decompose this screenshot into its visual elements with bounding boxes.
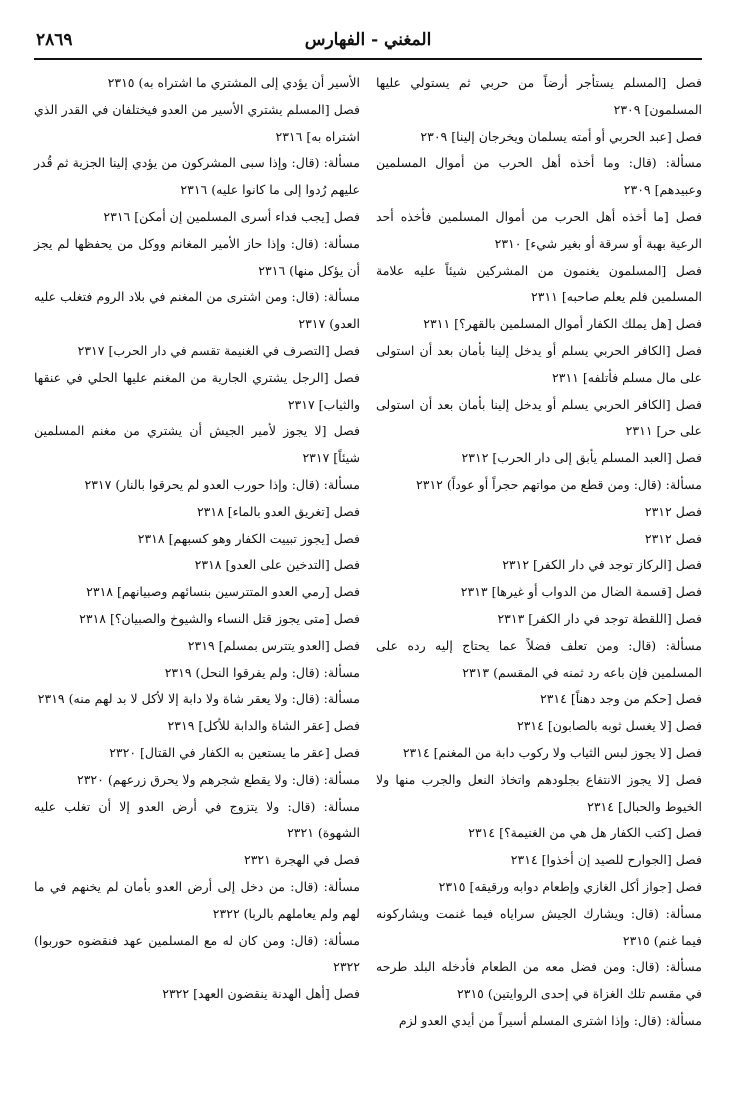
index-entry: فصل [لا يغسل ثوبه بالصابون] ٢٣١٤	[517, 718, 702, 734]
index-entry: مسألة: (قال: ومن تعلف فضلاً عما يحتاج إليه رده على المسلمين فإن باعه رد ثمنه في المقسم) ٢٣١٣	[376, 637, 702, 680]
index-entry: فصل [أهل الهدنة ينقضون العهد] ٢٣٢٢	[162, 986, 360, 1002]
right-column	[376, 70, 702, 1035]
index-entry: فصل [رمي العدو المتترسين بنسائهم وصبيانهم] ٢٣١٨	[86, 584, 360, 600]
index-entry: مسألة: (قال: ولا يقطع شجرهم ولا يحرق زرعهم) ٢٣٢٠	[77, 771, 360, 787]
index-entry: فصل [قسمة الضال من الدواب أو غيرها] ٢٣١٣	[460, 584, 702, 600]
index-entry: فصل [عبد الحربي أو أمته يسلمان ويخرجان إلينا] ٢٣٠٩	[420, 128, 702, 144]
index-entry: فصل [المسلم يستأجر أرضاً من حربي ثم يستولي عليها المسلمون] ٢٣٠٩	[376, 75, 702, 117]
index-entry: مسألة: (قال: وإذا حورب العدو لم يحرقوا بالنار) ٢٣١٧	[84, 476, 360, 492]
index-entry: فصل [الكافر الحربي يسلم أو يدخل إلينا بأمان بعد أن استولى على مال مسلم فأتلفه] ٢٣١١	[376, 342, 702, 385]
index-entry: فصل [المسلم يشتري الأسير من العدو فيختلفان في القدر الذي اشتراه به] ٢٣١٦	[34, 101, 360, 144]
index-entry: مسألة: (قال: ولم يفرقوا النحل) ٢٣١٩	[164, 664, 360, 680]
index-entry: مسألة: (قال: وما أخذه أهل الحرب من أموال المسلمين وعبيدهم] ٢٣٠٩	[376, 155, 702, 198]
index-columns	[34, 70, 702, 1035]
index-entry: فصل [الرجل يشتري الجارية من المغنم عليها الحلي في عنقها والثياب] ٢٣١٧	[34, 369, 360, 412]
index-entry: فصل [جواز أكل الغازي وإطعام دوابه ورقيقه] ٢٣١٥	[438, 878, 702, 894]
index-entry: فصل [حكم من وجد دهناً] ٢٣١٤	[540, 691, 702, 707]
index-entry: فصل [اللقطة توجد في دار الكفر] ٢٣١٣	[497, 610, 702, 626]
index-entry: فصل [ما أخذه أهل الحرب من أموال المسلمين فأخذه أحد الرعية بهبة أو سرقة أو بغير شيء] ٢٣١٠	[376, 208, 702, 251]
index-entry: مسألة: (قال: من دخل إلى أرض العدو بأمان لم يخنهم في ما لهم ولم يعاملهم بالربا) ٢٣٢٢	[34, 878, 360, 921]
index-entry: فصل [عقر الشاة والدابة للأكل] ٢٣١٩	[167, 718, 360, 734]
index-entry: مسألة: (قال: وإذا اشترى المسلم أسيراً من أيدي العدو لزم	[398, 1012, 702, 1028]
page-number: ٢٨٦٩	[36, 30, 73, 50]
index-entry: فصل [يجوز تبييت الكفار وهو كسبهم] ٢٣١٨	[137, 530, 360, 546]
index-entry: مسألة: (قال: ومن كان له مع المسلمين عهد فنقضوه حوربوا) ٢٣٢٢	[34, 932, 360, 975]
index-entry: فصل [لا يجوز الانتفاع بجلودهم واتخاذ النعل والجرب منها ولا الخيوط والحبال] ٢٣١٤	[376, 771, 702, 814]
index-entry: مسألة: (قال: وإذا سبى المشركون من يؤدي إلينا الجزية ثم قُدر عليهم رُدوا إلى ما كانوا عليه) ٢٣١٦	[34, 155, 360, 198]
index-entry: فصل [متى يجوز قتل النساء والشيوخ والصبيان؟] ٢٣١٨	[79, 610, 360, 626]
index-entry: فصل [العدو يتترس بمسلم] ٢٣١٩	[187, 637, 360, 653]
index-entry: فصل [يجب فداء أسرى المسلمين إن أمكن] ٢٣١٦	[103, 208, 360, 224]
index-entry: فصل [التدخين على العدو] ٢٣١٨	[194, 557, 360, 573]
index-entry: فصل [تغريق العدو بالماء] ٢٣١٨	[196, 503, 360, 519]
index-entry: مسألة: (قال: وإذا حاز الأمير المغانم ووكل من يحفظها لم يجز أن يؤكل منها) ٢٣١٦	[34, 235, 360, 278]
index-entry: فصل [المسلمون يغنمون من المشركين شيئاً عليه علامة المسلمين فلم يعلم صاحبه] ٢٣١١	[376, 262, 702, 305]
index-entry: فصل [هل يملك الكفار أموال المسلمين بالقهر؟] ٢٣١١	[423, 316, 702, 332]
index-entry: فصل [عقر ما يستعين به الكفار في القتال] ٢٣٢٠	[109, 744, 360, 760]
index-entry: فصل [الكافر الحربي يسلم أو يدخل إلينا بأمان بعد أن استولى على حر] ٢٣١١	[376, 396, 702, 439]
index-entry: مسألة: (قال: ومن اشترى من المغنم في بلاد الروم فتغلب عليه العدو) ٢٣١٧	[34, 289, 360, 332]
index-entry: فصل [الجوارح للصيد إن أخذوا] ٢٣١٤	[510, 852, 702, 868]
index-entry: فصل ٢٣١٢	[644, 530, 702, 546]
index-entry: الأسير أن يؤدي إلى المشتري ما اشتراه به) ٢٣١٥	[107, 75, 360, 90]
index-entry: فصل ٢٣١٢	[644, 503, 702, 519]
index-entry: فصل [لا يجوز لبس الثياب ولا ركوب دابة من المغنم] ٢٣١٤	[402, 744, 702, 760]
left-column	[34, 70, 360, 1035]
running-title: المغني - الفهارس	[304, 30, 432, 50]
index-entry: مسألة: (قال: ومن فضل معه من الطعام فأدخله البلد طرحه في مقسم تلك الغزاة في إحدى الروايتين) ٢٣١٥	[376, 959, 702, 1002]
index-entry: فصل [التصرف في الغنيمة تقسم في دار الحرب] ٢٣١٧	[77, 342, 360, 358]
index-entry: فصل [العبد المسلم يأبق إلى دار الحرب] ٢٣١٢	[461, 450, 702, 466]
index-entry: فصل في الهجرة ٢٣٢١	[243, 852, 360, 868]
index-entry: مسألة: (قال: ولا يتزوج في أرض العدو إلا أن تغلب عليه الشهوة) ٢٣٢١	[34, 798, 360, 841]
index-entry: فصل [لا يجوز لأمير الجيش أن يشتري من مغنم المسلمين شيئاً] ٢٣١٧	[34, 423, 360, 466]
index-entry: فصل [كتب الكفار هل هي من الغنيمة؟] ٢٣١٤	[468, 825, 702, 841]
index-entry: مسألة: (قال: ولا يعقر شاة ولا دابة إلا لأكل لا بد لهم منه) ٢٣١٩	[37, 691, 360, 707]
index-entry: فصل [الركاز توجد في دار الكفر] ٢٣١٢	[502, 557, 702, 573]
index-entry: مسألة: (قال: ومن قطع من مواتهم حجراً أو عوداً) ٢٣١٢	[416, 476, 702, 492]
index-entry: مسألة: (قال: ويشارك الجيش سراياه فيما غنمت ويشاركونه فيما غنم) ٢٣١٥	[376, 905, 702, 948]
page-header	[34, 28, 702, 60]
